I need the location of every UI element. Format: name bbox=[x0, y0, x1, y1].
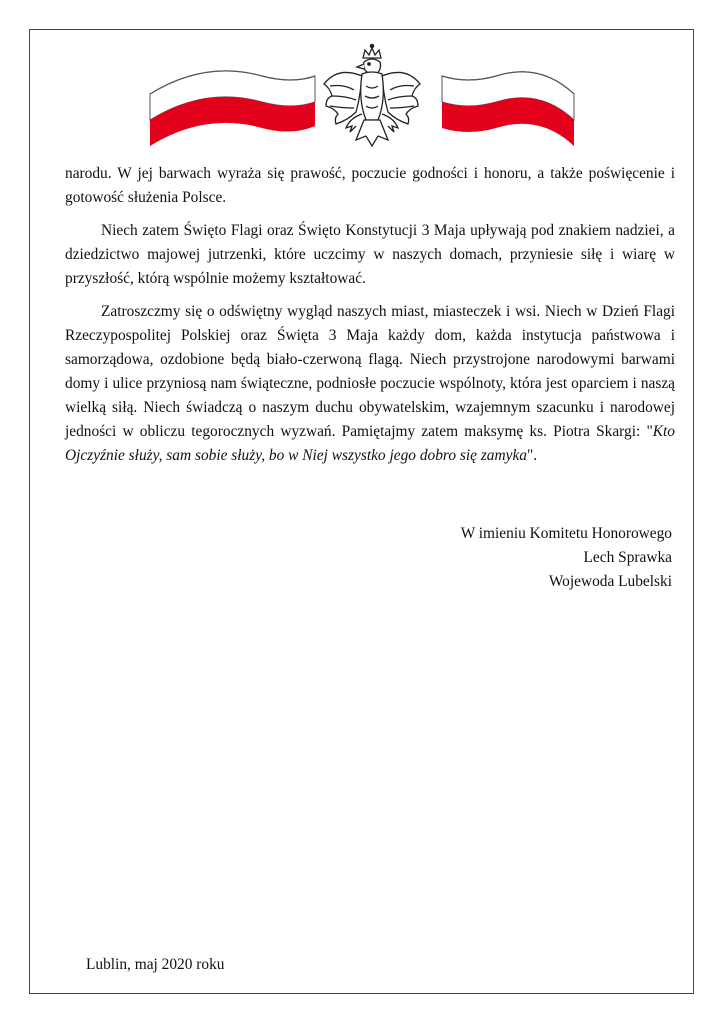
paragraph-3-lead: Zatroszczmy się o odświętny wygląd naszych miast, miasteczek i wsi. Niech w Dzień Flagi Rzeczypospolitej Polskiej oraz Święta 3 Maja każdy dom, każda instytucja państwowa i samorządowa, ozdobione będą biało-czerwoną flagą. Niech przystrojone narodowymi barwami domy i ulice przyniosą nam świąteczne, podniosłe poczucie wspólnoty, która jest oparciem i naszą wielką siłą. Niech świadczą o naszym duchu obywatelskim, wzajemnym szacunku i narodowej jedności w obliczu tegorocznych wyzwań. Pamiętajmy zatem maksymę ks. Piotra Skargi: " bbox=[65, 303, 675, 440]
paragraph-3-end: ". bbox=[526, 447, 538, 464]
skarga-quote: Kto Ojczyźnie służy, sam sobie służy, bo w Niej wszystko jego dobro się zamyka bbox=[65, 423, 675, 464]
flag-ribbons-graphic bbox=[0, 0, 724, 160]
paragraph-2: Niech zatem Święto Flagi oraz Święto Konstytucji 3 Maja upływają pod znakiem nadziei, a dziedzictwo majowej jutrzenki, które uczcimy w naszych domach, przyniesie siłę i wiarę w przyszłość, którą wspólnie możemy kształtować. bbox=[65, 222, 675, 287]
left-flag-ribbon bbox=[150, 71, 315, 146]
signature-block bbox=[461, 522, 672, 594]
paragraph-3 bbox=[65, 300, 675, 468]
white-eagle-emblem-icon bbox=[324, 44, 420, 146]
place-and-date: Lublin, maj 2020 roku bbox=[86, 956, 225, 973]
signature-line-title: Wojewoda Lubelski bbox=[548, 573, 672, 590]
letterhead bbox=[0, 0, 724, 160]
right-flag-ribbon bbox=[442, 72, 574, 146]
signature-line-committee: W imieniu Komitetu Honorowego bbox=[460, 525, 672, 542]
letter-body bbox=[65, 162, 675, 477]
paragraph-1: narodu. W jej barwach wyraża się prawość, poczucie godności i honoru, a także poświęcenie i gotowość służenia Polsce. bbox=[65, 165, 675, 206]
signature-line-name: Lech Sprawka bbox=[583, 549, 672, 566]
